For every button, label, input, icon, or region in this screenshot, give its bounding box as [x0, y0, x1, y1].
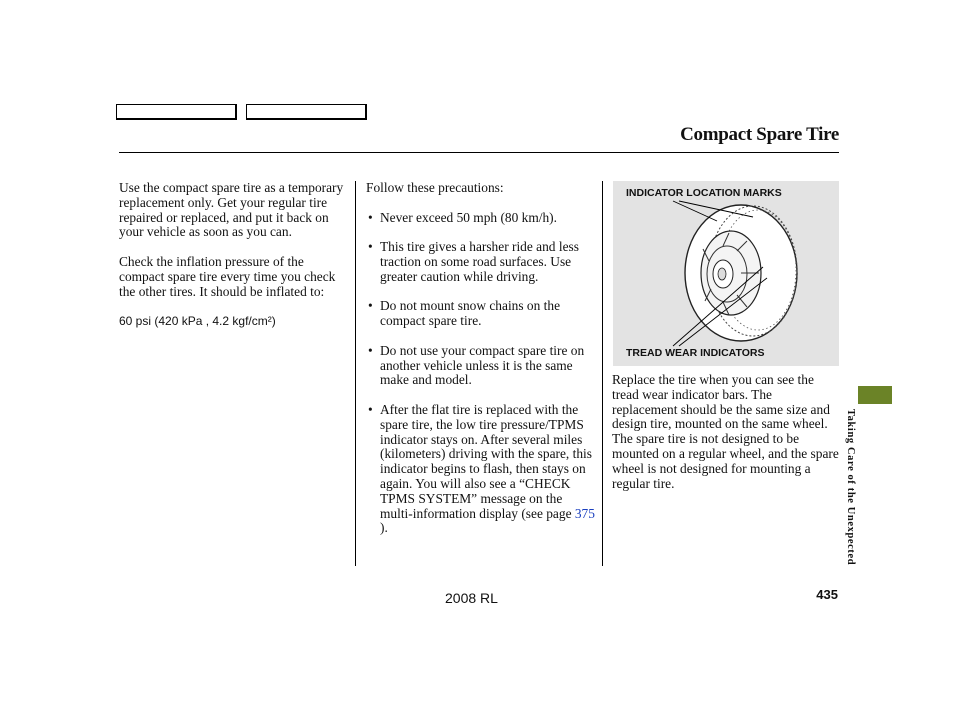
tire-figure — [613, 181, 839, 366]
list-item-text: Never exceed 50 mph (80 km/h). — [380, 209, 557, 225]
page-title: Compact Spare Tire — [680, 124, 839, 145]
replacement-paragraph: Replace the tire when you can see the tread wear indicator bars. The replacement should be the same size and design tire, mounted on the same wheel. The spare tire is not designed to be mounted on a regular wheel, and the spare wheel is not designed for mounting a regular tire. — [612, 372, 839, 491]
nav-button-next[interactable] — [246, 104, 367, 120]
bullet: • — [368, 239, 373, 255]
list-item-text: After the flat tire is replaced with the spare tire, the low tire pressure/TPMS indicator stays on. After several miles (kilometers) driving with the spare, this indicator begins to flash, then stays on again. You will also see a “CHECK TPMS SYSTEM” message on the multi-information display (see page — [380, 401, 592, 521]
column-2 — [366, 181, 596, 551]
section-tab — [858, 386, 892, 404]
list-item-text: This tire gives a harsher ride and less traction on some road surfaces. Use greater caution while driving. — [380, 239, 579, 284]
intro-paragraph: Use the compact spare tire as a temporary replacement only. Get your regular tire repaired or replaced, and put it back on your vehicle as soon as you can. — [119, 180, 344, 240]
indicator-location-label: INDICATOR LOCATION MARKS — [626, 187, 782, 199]
bullet: • — [368, 298, 373, 314]
page-reference-link[interactable]: 375 — [574, 505, 595, 521]
column-3 — [612, 373, 840, 491]
list-item — [366, 240, 596, 284]
precautions-list — [366, 211, 596, 537]
inflation-paragraph: Check the inflation pressure of the compact spare tire every time you check the other tires. It should be inflated to: — [119, 253, 336, 299]
list-item-text: Do not use your compact spare tire on another vehicle unless it is the same make and model. — [380, 342, 585, 388]
bullet: • — [368, 342, 373, 358]
nav-button-previous[interactable] — [116, 104, 237, 120]
page-number: 435 — [816, 587, 838, 602]
tire-illustration — [613, 181, 839, 366]
column-divider — [355, 181, 356, 566]
section-label-text: Taking Care of the Unexpected — [845, 409, 856, 566]
list-item — [366, 403, 596, 536]
model-footer: 2008 RL — [445, 590, 498, 606]
bullet: • — [368, 209, 373, 225]
pressure-value: 60 psi (420 kPa , 4.2 kgf/cm²) — [119, 314, 276, 329]
list-item-text: Do not mount snow chains on the compact spare tire. — [380, 298, 561, 329]
precautions-intro: Follow these precautions: — [366, 180, 504, 195]
list-item-text-end: ). — [380, 520, 388, 536]
title-rule — [119, 152, 839, 153]
list-item — [366, 211, 596, 226]
column-1 — [119, 181, 351, 329]
section-label — [846, 409, 866, 579]
tread-wear-label: TREAD WEAR INDICATORS — [626, 347, 765, 359]
bullet: • — [368, 401, 373, 417]
column-divider — [602, 181, 603, 566]
list-item — [366, 299, 596, 329]
list-item — [366, 344, 596, 388]
